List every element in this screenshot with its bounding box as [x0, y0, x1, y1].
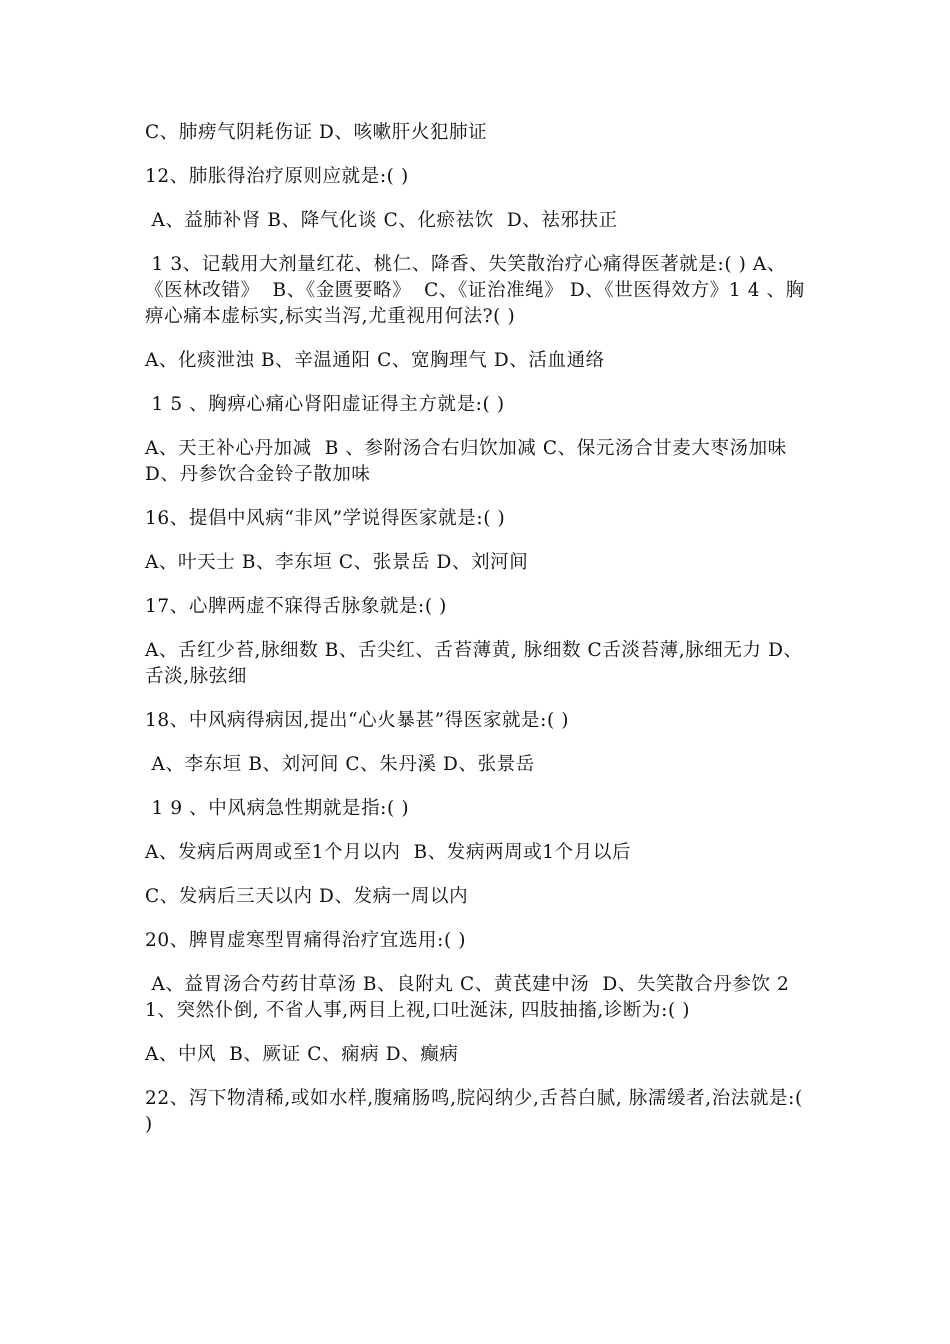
question-20-stem: 20、脾胃虚寒型胃痛得治疗宜选用:( )	[145, 930, 467, 951]
question-19-stem: 1 9 、中风病急性期就是指:( )	[145, 798, 410, 819]
question-15-options: A、天王补心丹加减 B 、参附汤合右归饮加减 C、保元汤合甘麦大枣汤加味 D、丹参饮合金铃子散加味	[145, 438, 794, 485]
question-15-stem: 1 5 、胸痹心痛心肾阳虚证得主方就是:( )	[145, 394, 505, 415]
question-17-options: A、舌红少苔,脉细数 B、舌尖红、舌苔薄黄, 脉细数 C舌淡苔薄,脉细无力 D、舌淡,脉弦细	[145, 640, 803, 687]
question-20-21-block: A、益胃汤合芍药甘草汤 B、良附丸 C、黄芪建中汤 D、失笑散合丹参饮 21、突然仆倒, 不省人事,两目上视,口吐涎沫, 四肢抽搐,诊断为:( )	[145, 974, 790, 1021]
question-16-options: A、叶天士 B、李东垣 C、张景岳 D、刘河间	[145, 552, 529, 573]
question-12-stem: 12、肺胀得治疗原则应就是:( )	[145, 166, 409, 187]
question-14-options: A、化痰泄浊 B、辛温通阳 C、宽胸理气 D、活血通络	[145, 350, 605, 371]
document-body	[145, 120, 810, 1156]
question-16-stem: 16、提倡中风病“非风”学说得医家就是:( )	[145, 508, 506, 529]
question-13-14-block: 1 3、记载用大剂量红花、桃仁、降香、失笑散治疗心痛得医著就是:( ) A、《医林改错》 B、《金匮要略》 C、《证治准绳》 D、《世医得效方》1 4 、胸痹心痛本虚标实,标实当泻,尤重视用何法?( )	[145, 254, 805, 327]
question-22-stem: 22、泻下物清稀,或如水样,腹痛肠鸣,脘闷纳少,舌苔白腻, 脉濡缓者,治法就是:( )	[145, 1088, 810, 1135]
question-19-options-cd: C、发病后三天以内 D、发病一周以内	[145, 886, 469, 907]
question-18-stem: 18、中风病得病因,提出“心火暴甚”得医家就是:( )	[145, 710, 570, 731]
question-21-options: A、中风 B、厥证 C、痫病 D、癫病	[145, 1044, 459, 1065]
question-11-options-cd: C、肺痨气阴耗伤证 D、咳嗽肝火犯肺证	[145, 122, 488, 143]
question-18-options: A、李东垣 B、刘河间 C、朱丹溪 D、张景岳	[145, 754, 535, 775]
question-12-options: A、益肺补肾 B、降气化谈 C、化瘀祛饮 D、祛邪扶正	[145, 210, 618, 231]
question-19-options-ab: A、发病后两周或至1个月以内 B、发病两周或1个月以后	[145, 842, 632, 863]
question-17-stem: 17、心脾两虚不寐得舌脉象就是:( )	[145, 596, 447, 617]
